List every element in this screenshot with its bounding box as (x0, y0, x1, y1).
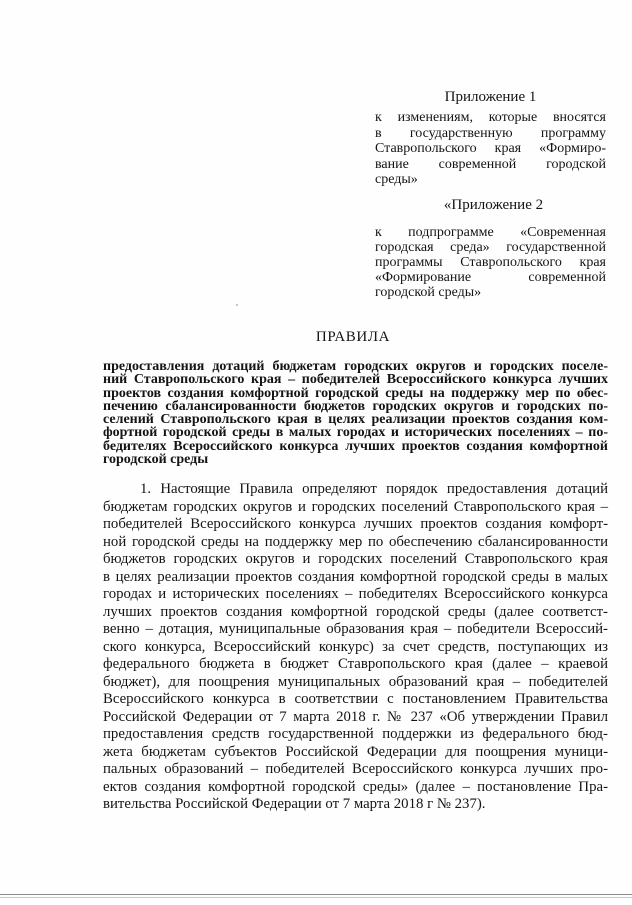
appendix-1-line: вание современной городской (375, 156, 606, 172)
paragraph-line: предоставления средств государственной поддержки из федерального бюд- (103, 726, 608, 742)
paragraph-line: победителей Всероссийского конкурса лучших проектов создания комфорт- (103, 516, 608, 532)
paragraph-line: в целях реализации проектов создания комфортной городской среды в малых (103, 568, 608, 585)
paragraph-line: ского конкурса, Всероссийский конкурс) за счет средств, поступающих из (103, 638, 608, 655)
appendix-1-line: в государственную программу (375, 125, 606, 141)
rules-subtitle (103, 360, 608, 466)
paragraph-line: ной городской среды на поддержку мер по обеспечению сбалансированности (103, 533, 608, 550)
appendix-1-line: среды» (375, 172, 418, 188)
scan-edge-line (0, 897, 632, 898)
appendix-2-line: городская среда» государственной (375, 240, 606, 255)
subtitle-line: селений Ставропольского края в целях реализации проектов создания ком- (103, 412, 608, 428)
subtitle-line: предоставления дотаций бюджетам городских округов и городских поселе- (103, 359, 608, 374)
appendix-2-title: «Приложение 2 (443, 197, 544, 213)
paragraph-line: федерального бюджета в бюджет Ставропольского края (далее – краевой (103, 656, 608, 672)
paragraph-line: пальных образований – победителей Всероссийского конкурса лучших про- (103, 761, 608, 777)
appendix-1-line: к изменениям, которые вносятся (375, 110, 606, 125)
paragraph-line: 1. Настоящие Правила определяют порядок предоставления дотаций (140, 481, 608, 497)
paragraph-line: вительства Российской Федерации от 7 марта 2018 г № 237). (103, 796, 486, 812)
subtitle-line: городской среды (103, 452, 209, 468)
paragraph-line: бюджетов городских округов и городских поселений Ставропольского края (103, 551, 608, 567)
paragraph-1 (103, 481, 608, 814)
appendix-2-text (375, 225, 606, 300)
subtitle-line: фортной городской среды в малых городах и исторических поселениях – по- (103, 425, 608, 441)
paragraph-line: лучших проектов создания комфортной городской среды (далее соответст- (103, 603, 608, 620)
subtitle-line: печению сбалансированности бюджетов городских округов и городских по- (103, 398, 608, 414)
paragraph-line: Российской Федерации от 7 марта 2018 г. № 237 «Об утверждении Правил (103, 708, 608, 725)
paragraph-line: ектов создания комфортной городской среды» (далее – постановление Пра- (103, 778, 608, 795)
paragraph-line: венно – дотация, муниципальные образования края – победители Всероссий- (103, 621, 608, 637)
scan-speck (236, 304, 238, 306)
rules-heading: ПРАВИЛА (315, 329, 391, 345)
appendix-1-title: Приложение 1 (444, 89, 537, 105)
appendix-2-line: программы Ставропольского края (375, 255, 606, 270)
paragraph-line: жета бюджетам субъектов Российской Федерации для поощрения муници- (103, 743, 608, 760)
paragraph-line: Всероссийского конкурса в соответствии с постановлением Правительства (103, 691, 608, 707)
appendix-1-text (375, 110, 606, 188)
paragraph-line: городах и исторических поселениях – победителях Всероссийского конкурса (103, 586, 608, 602)
subtitle-line: проектов создания комфортной городской среды на поддержку мер по обес- (103, 385, 608, 401)
scan-edge-line (0, 894, 632, 895)
appendix-2-line: к подпрограмме «Современная (375, 225, 606, 240)
subtitle-line: ний Ставропольского края – победителей Всероссийского конкурса лучших (103, 372, 608, 388)
appendix-2-line: «Формирование современной (375, 270, 606, 285)
appendix-2-line: городской среды» (375, 285, 482, 300)
subtitle-line: бедителях Всероссийского конкурса лучших проектов создания комфортной (103, 438, 608, 454)
paragraph-line: бюджет), для поощрения муниципальных образований края – победителей (103, 673, 608, 690)
paragraph-line: бюджетам городских округов и городских поселений Ставропольского края – (103, 498, 608, 515)
appendix-1-line: Ставропольского края «Формиро- (375, 141, 606, 157)
